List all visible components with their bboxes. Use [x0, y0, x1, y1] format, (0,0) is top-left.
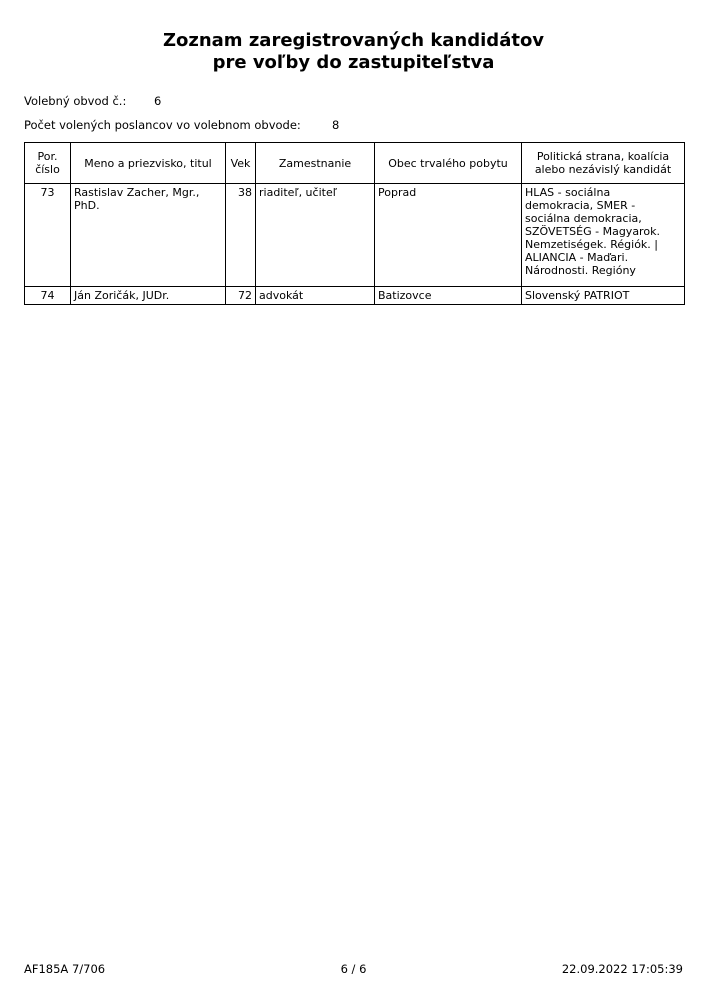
footer-code: AF185A 7/706 — [24, 962, 106, 976]
table-row — [25, 184, 685, 287]
district-row — [24, 94, 162, 108]
seats-row — [24, 118, 340, 132]
header-name: Meno a priezvisko, titul — [71, 143, 226, 184]
header-party-line-1: Politická strana, koalícia — [536, 150, 670, 163]
cell-name: Ján Zoričák, JUDr. — [71, 287, 226, 305]
cell-municipality: Batizovce — [375, 287, 522, 305]
title-line-2: pre voľby do zastupiteľstva — [212, 52, 495, 73]
seats-label: Počet volených poslancov vo volebnom obvode: — [24, 118, 301, 132]
cell-party: HLAS - sociálna demokracia, SMER - sociálna demokracia, SZÖVETSÉG - Magyarok. Nemzetiségek. Régiók. | ALIANCIA - Maďari. Národnosti. Regióny — [522, 184, 685, 287]
document-title — [0, 30, 707, 74]
title-line-1: Zoznam zaregistrovaných kandidátov — [162, 30, 545, 51]
footer-page-number: 6 / 6 — [340, 962, 367, 976]
header-party-line-2: alebo nezávislý kandidát — [534, 163, 672, 176]
header-occupation: Zamestnanie — [256, 143, 375, 184]
header-number-line-1: Por. — [37, 150, 58, 163]
header-municipality: Obec trvalého pobytu — [375, 143, 522, 184]
cell-number: 74 — [25, 287, 71, 305]
seats-value: 8 — [332, 118, 340, 132]
cell-age: 38 — [226, 184, 256, 287]
header-party — [522, 143, 685, 184]
candidates-table — [24, 142, 685, 305]
table-header-row — [25, 143, 685, 184]
cell-age: 72 — [226, 287, 256, 305]
header-age: Vek — [226, 143, 256, 184]
footer-datetime: 22.09.2022 17:05:39 — [561, 962, 683, 976]
cell-occupation: riaditeľ, učiteľ — [256, 184, 375, 287]
district-label: Volebný obvod č.: — [24, 94, 127, 108]
cell-number: 73 — [25, 184, 71, 287]
cell-occupation: advokát — [256, 287, 375, 305]
cell-party: Slovenský PATRIOT — [522, 287, 685, 305]
cell-municipality: Poprad — [375, 184, 522, 287]
header-number-line-2: číslo — [35, 163, 60, 176]
header-number — [25, 143, 71, 184]
table-row — [25, 287, 685, 305]
cell-name: Rastislav Zacher, Mgr., PhD. — [71, 184, 226, 287]
district-value: 6 — [154, 94, 162, 108]
